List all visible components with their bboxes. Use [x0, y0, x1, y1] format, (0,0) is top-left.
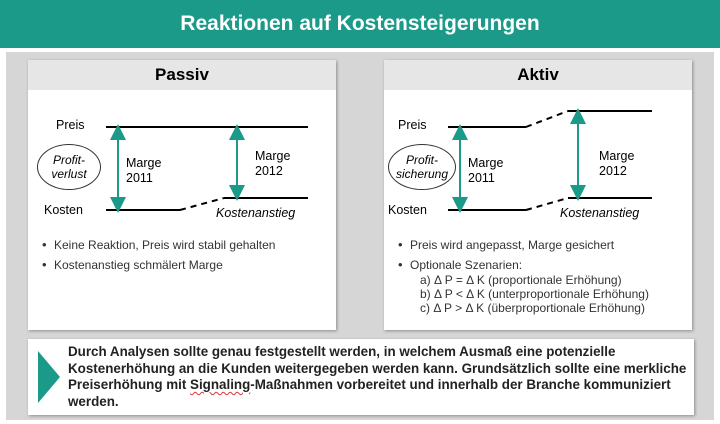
aktiv-ellipse-line2: sicherung	[395, 167, 449, 181]
aktiv-preis-label: Preis	[398, 118, 427, 132]
passiv-marge-right-1: Marge	[255, 149, 291, 163]
aktiv-bullet-list	[396, 237, 700, 319]
panel-passiv	[28, 60, 336, 330]
passiv-diagram	[28, 60, 336, 330]
passiv-ellipse-line2: verlust	[51, 167, 87, 181]
summary-underlined-word: Signaling	[190, 377, 251, 392]
aktiv-marge-left-1: Marge	[468, 156, 504, 170]
passiv-kostenanstieg-label: Kostenanstieg	[216, 206, 296, 220]
aktiv-scenario-c: c) Δ P > Δ K (überproportionale Erhöhung)	[420, 301, 645, 315]
passiv-marge-left-2: 2011	[126, 171, 153, 185]
passiv-marge-left-1: Marge	[126, 156, 162, 170]
chevron-right-icon	[38, 351, 60, 403]
summary-text	[68, 344, 690, 410]
passiv-ellipse-line1: Profit-	[52, 153, 85, 167]
passiv-preis-label: Preis	[56, 118, 85, 132]
title-bar	[0, 0, 720, 48]
aktiv-bullet-2	[410, 257, 700, 315]
aktiv-price-connector	[526, 111, 568, 127]
aktiv-marge-right-2: 2012	[599, 164, 627, 178]
passiv-marge-right-2: 2012	[255, 164, 283, 178]
aktiv-kostenanstieg-label: Kostenanstieg	[560, 206, 640, 220]
panel-passiv-header: Passiv	[28, 60, 336, 90]
aktiv-bullet-1: • Preis wird angepasst, Marge gesichert	[410, 237, 700, 253]
passiv-bullet-list	[40, 237, 344, 277]
passiv-kosten-label: Kosten	[44, 203, 83, 217]
summary-text-end: -Maßnahmen vorbereitet und innerhalb der Branche kommuniziert werden.	[68, 377, 671, 409]
page-title: Reaktionen auf Kostensteigerungen	[180, 12, 540, 35]
panel-aktiv	[384, 60, 692, 330]
summary-text-main: Durch Analysen sollte genau festgestellt werden, in welchem Ausmaß eine potenzielle Kostenerhöhung an die Kunden weitergegeben werden kann. Grundsätzlich sollte eine merkliche Preiserhöhung mit	[68, 344, 687, 392]
passiv-bullet-2: • Kostenanstieg schmälert Marge	[54, 257, 344, 273]
summary-box	[28, 339, 694, 415]
aktiv-bullet-2-title: Optionale Szenarien:	[410, 258, 523, 272]
aktiv-scenario-a: a) Δ P = Δ K (proportionale Erhöhung)	[420, 273, 622, 287]
aktiv-marge-right-1: Marge	[599, 149, 635, 163]
panel-aktiv-header: Aktiv	[384, 60, 692, 90]
aktiv-profit-ellipse	[388, 144, 456, 190]
aktiv-marge-left-2: 2011	[468, 171, 495, 185]
passiv-profit-ellipse	[37, 144, 101, 190]
passiv-bullet-1: • Keine Reaktion, Preis wird stabil gehalten	[54, 237, 344, 253]
aktiv-kosten-label: Kosten	[388, 203, 427, 217]
aktiv-ellipse-line1: Profit-	[405, 153, 438, 167]
aktiv-scenario-b: b) Δ P < Δ K (unterproportionale Erhöhung)	[420, 287, 649, 301]
